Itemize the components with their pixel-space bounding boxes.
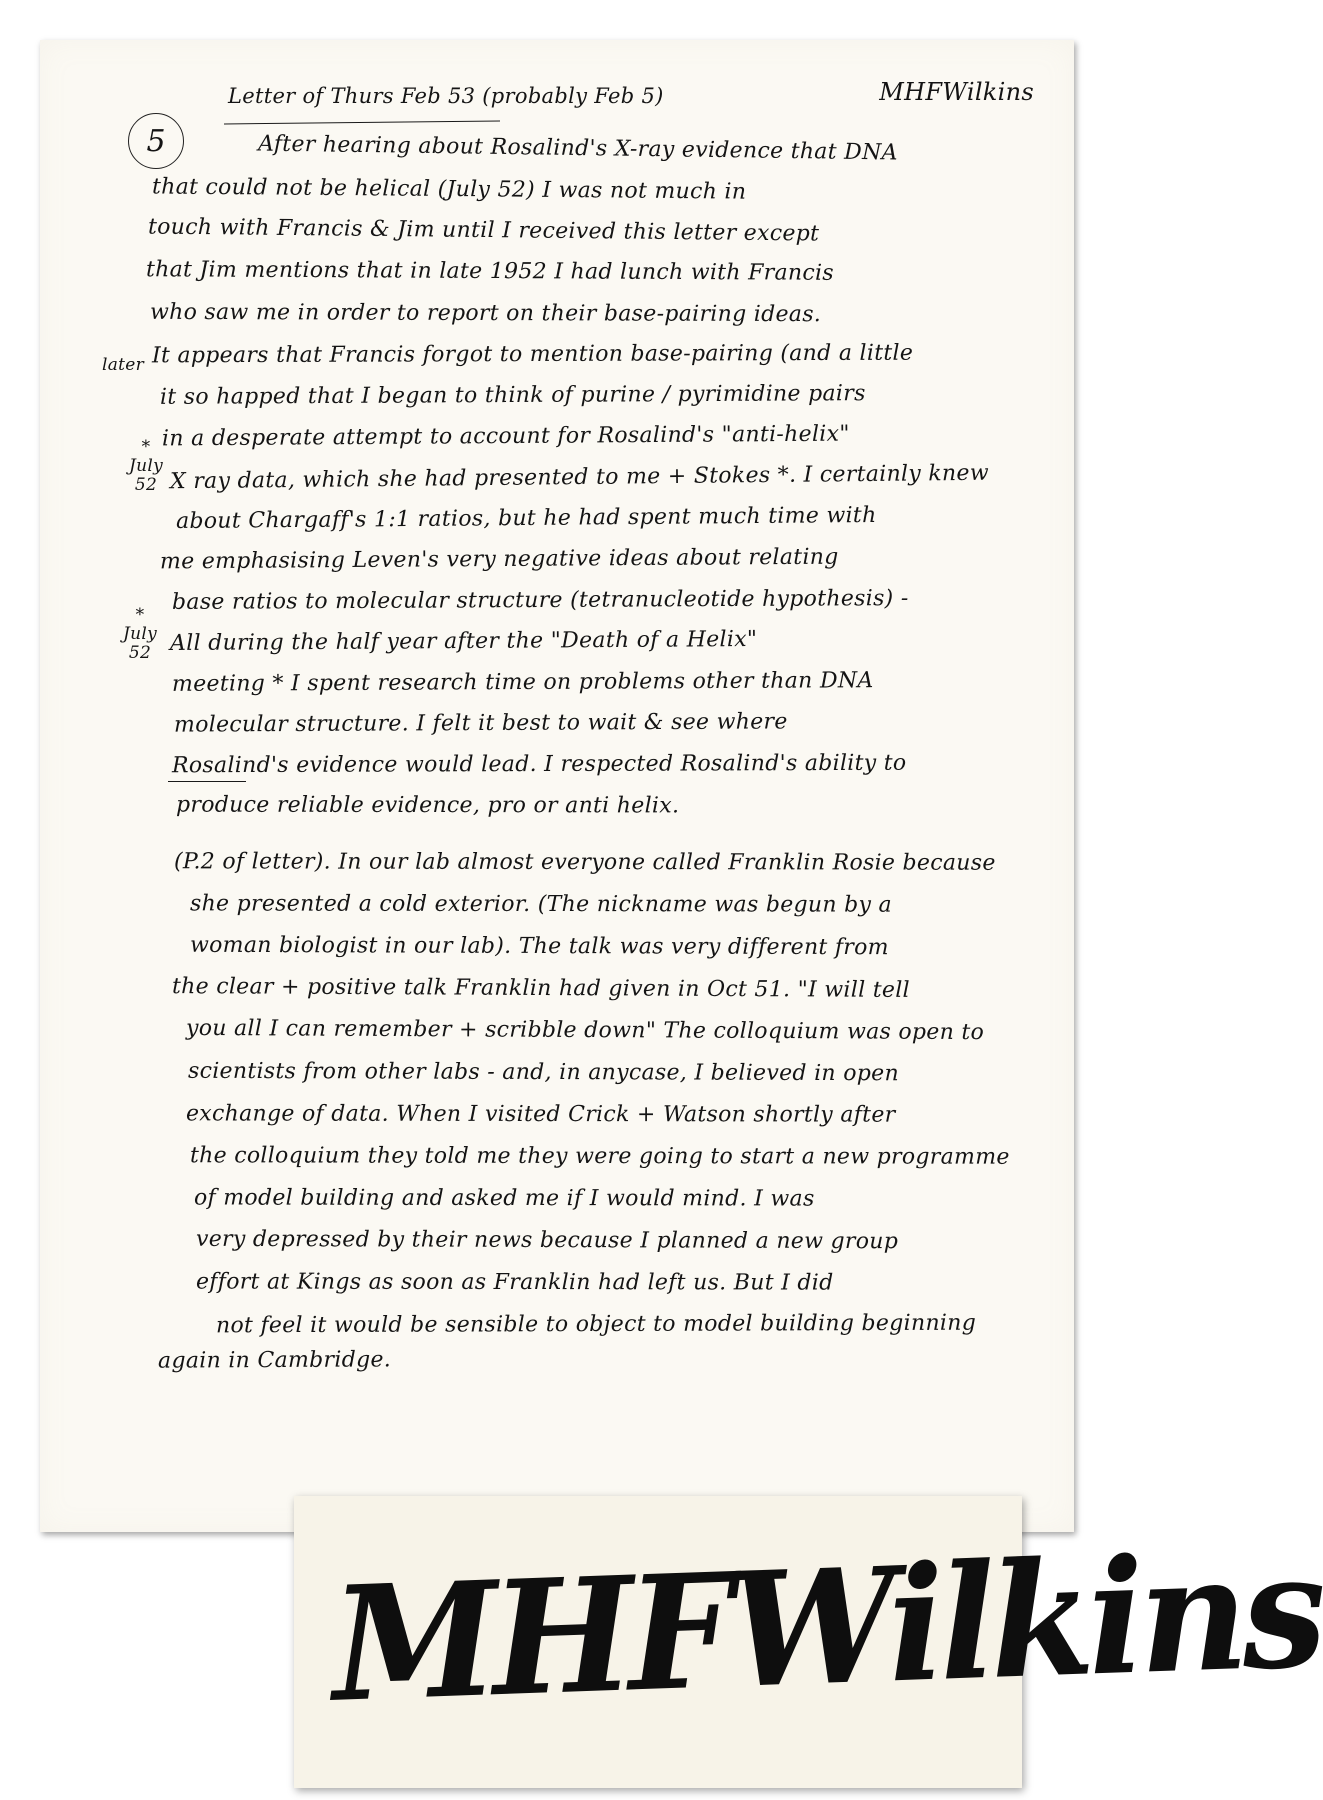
letter-line: that could not be helical (July 52) I was not much in — [151, 174, 747, 205]
section-divider — [168, 781, 246, 782]
letter-line: the clear + positive talk Franklin had given in Oct 51. "I will tell — [171, 974, 910, 1003]
letter-line: the colloquium they told me they were going to start a new programme — [189, 1143, 1010, 1170]
letter-line: molecular structure. I felt it best to wait & see where — [173, 709, 788, 738]
letter-heading: Letter of Thurs Feb 53 (probably Feb 5) — [228, 84, 664, 108]
letter-line: woman biologist in our lab). The talk was very different from — [189, 932, 889, 961]
letter-line: it so happed that I began to think of purine / pyrimidine pairs — [159, 381, 866, 410]
letter-line: me emphasising Leven's very negative ideas about relating — [159, 544, 839, 575]
letter-line: that Jim mentions that in late 1952 I had lunch with Francis — [145, 257, 834, 286]
letter-line: base ratios to molecular structure (tetranucleotide hypothesis) - — [171, 586, 909, 615]
letter-line: Rosalind's evidence would lead. I respected Rosalind's ability to — [171, 750, 907, 779]
letter-line: All during the half year after the "Death of a Helix" — [169, 626, 758, 657]
letter-line: effort at Kings as soon as Franklin had left us. But I did — [195, 1269, 834, 1296]
letter-line: very depressed by their news because I planned a new group — [195, 1226, 899, 1255]
signature-closeup — [294, 1496, 1323, 1788]
letter-line: X ray data, which she had presented to me + Stokes *. I certainly knew — [169, 460, 990, 495]
heading-underline — [224, 121, 500, 125]
letter-line: scientists from other labs - and, in anycase, I believed in open — [187, 1058, 899, 1087]
author-initials: MHFWilkins — [879, 78, 1034, 106]
letter-line: (P.2 of letter). In our lab almost everyone called Franklin Rosie because — [173, 849, 996, 876]
letter-line: in a desperate attempt to account for Rosalind's "anti-helix" — [161, 421, 850, 452]
letter-line: who saw me in order to report on their base-pairing ideas. — [149, 299, 822, 328]
signature: MHFWilkins — [329, 1518, 1323, 1738]
page-number-circle: 5 — [128, 113, 184, 169]
letter-line: After hearing about Rosalind's X-ray evidence that DNA — [257, 131, 898, 166]
letter-line: about Chargaff's 1:1 ratios, but he had spent much time with — [175, 502, 877, 535]
letter-line: of model building and asked me if I would mind. I was — [193, 1185, 815, 1212]
margin-note-july-52: * July 52 — [128, 437, 163, 495]
letter-line: you all I can remember + scribble down" The colloquium was open to — [185, 1015, 985, 1046]
margin-note-july-52: * July 52 — [122, 605, 157, 663]
letter-line: produce reliable evidence, pro or anti helix. — [175, 792, 680, 819]
margin-note-later: later — [102, 355, 145, 375]
letter-line: meeting * I spent research time on problems other than DNA — [171, 668, 874, 697]
letter-line: It appears that Francis forgot to mention base-pairing (and a little — [151, 340, 914, 369]
letter-page — [40, 40, 1074, 1532]
letter-line: touch with Francis & Jim until I received this letter except — [147, 214, 820, 247]
letter-line: she presented a cold exterior. (The nickname was begun by a — [189, 891, 893, 918]
letter-line: exchange of data. When I visited Crick + Watson shortly after — [185, 1101, 896, 1128]
letter-line: not feel it would be sensible to object to model building beginning — [215, 1310, 977, 1339]
letter-line: again in Cambridge. — [157, 1347, 392, 1374]
